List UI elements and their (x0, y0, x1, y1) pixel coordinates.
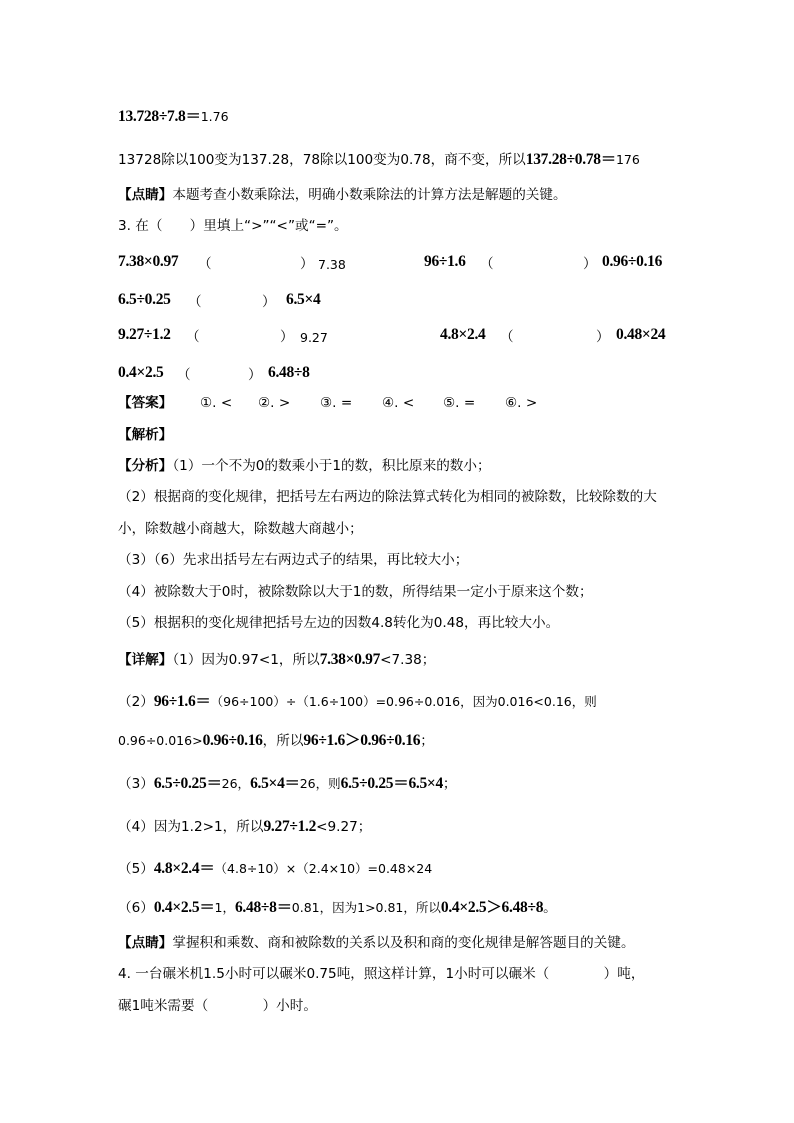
text: （6） (118, 900, 154, 916)
detail-4 (118, 817, 371, 837)
detail-label: 【详解】 (118, 652, 173, 668)
math-expr: 6.5÷0.25＝6.5×4 (340, 775, 443, 792)
tip-text: 掌握积和乘数、商和被除数的关系以及积和商的变化规律是解答题目的关键。 (172, 935, 635, 951)
item-1-close: ） (300, 256, 314, 272)
answer-2: ②. > (258, 395, 291, 411)
text: <7.38； (380, 652, 436, 668)
item-3-right: 6.5×4 (286, 291, 321, 308)
item-5-right: 0.48×24 (616, 326, 666, 343)
text: （1）因为0.97<1，所以 (172, 652, 320, 668)
item-1-open: （ (198, 256, 212, 272)
tip-label: 【点睛】 (118, 187, 173, 203)
item-5-open: （ (500, 329, 514, 345)
text: （1）一个不为0的数乘小于1的数，积比原来的数小； (172, 458, 491, 474)
detail-6 (118, 898, 557, 918)
item-5-left: 4.8×2.4 (440, 326, 486, 343)
math-expr: 6.5×4＝ (250, 775, 300, 792)
analysis-line-1 (118, 456, 491, 476)
question-4-line-1: 4. 一台碾米机1.5小时可以碾米0.75吨，照这样计算，1小时可以碾米（ ）吨， (118, 966, 645, 982)
item-3-left: 6.5÷0.25 (118, 291, 171, 308)
item-2-open: （ (480, 256, 494, 272)
prev-explanation (118, 150, 640, 170)
text: 26，则 (299, 776, 341, 791)
detail-5 (118, 859, 432, 879)
math-expr: 0.4×2.5＝ (153, 899, 215, 916)
math-expr: 137.28÷0.78＝ (525, 151, 616, 168)
result: 1.76 (200, 109, 229, 124)
answer-5: ⑤. = (443, 395, 476, 411)
item-1-right: 7.38 (318, 257, 346, 272)
question-4-line-2: 碾1吨米需要（ ）小时。 (118, 998, 317, 1014)
math-expr: 6.5÷0.25＝ (153, 775, 222, 792)
prev-equation-1 (118, 107, 229, 127)
answer-4: ④. < (382, 395, 415, 411)
text: <9.27； (316, 819, 372, 835)
analysis-line-2: （2）根据商的变化规律，把括号左右两边的除法算式转化为相同的被除数，比较除数的大 (118, 489, 657, 505)
analysis-line-6: （5）根据积的变化规律把括号左边的因数4.8转化为0.48，再比较大小。 (118, 615, 560, 631)
text: （2） (118, 694, 154, 710)
math-expr: 6.48÷8＝ (234, 899, 292, 916)
item-2-right: 0.96÷0.16 (602, 253, 663, 270)
tip-label: 【点睛】 (118, 935, 173, 951)
text: （4）因为1.2>1，所以 (118, 819, 264, 835)
math-expr: 9.27÷1.2 (263, 818, 317, 835)
text: （3） (118, 776, 154, 792)
answer-1: ①. < (200, 395, 233, 411)
math-expr: 0.4×2.5＞6.48÷8 (440, 899, 544, 916)
text: 1， (214, 900, 235, 915)
item-4-close: ） (280, 329, 294, 345)
item-2-close: ） (583, 256, 597, 272)
detail-2 (118, 692, 597, 712)
math-expr: 96÷1.6＞0.96÷0.16 (303, 732, 421, 749)
text: ，所以 (262, 733, 304, 749)
item-5-close: ） (596, 329, 610, 345)
item-4-right: 9.27 (300, 330, 328, 345)
text: （5） (118, 861, 154, 877)
text: 。 (543, 900, 557, 916)
text: （96÷100）÷（1.6÷100）=0.96÷0.016，因为0.016<0.16，则 (210, 694, 597, 709)
result: 176 (615, 152, 640, 167)
answer-label: 【答案】 (118, 395, 173, 411)
item-6-right: 6.48÷8 (268, 364, 310, 381)
detail-1 (118, 650, 435, 670)
text: 26， (221, 776, 251, 791)
answer-6: ⑥. > (505, 395, 538, 411)
analysis-line-3: 小，除数越小商越大，除数越大商越小； (118, 521, 363, 537)
text: 13728除以100变为137.28，78除以100变为0.78，商不变，所以 (118, 152, 526, 168)
item-6-close: ） (248, 367, 262, 383)
math-expr: 96÷1.6＝ (153, 693, 211, 710)
math-expr: 4.8×2.4＝ (153, 860, 215, 877)
item-3-close: ） (262, 294, 276, 310)
text: ； (442, 776, 457, 792)
text: 0.81，因为1>0.81，所以 (291, 900, 441, 915)
analysis-line-5: （4）被除数大于0时，被除数除以大于1的数，所得结果一定小于原来这个数； (118, 584, 593, 600)
q3-tip (118, 933, 635, 953)
fenxi-label: 【分析】 (118, 458, 173, 474)
text: ； (420, 733, 434, 749)
text: （4.8÷10）×（2.4×10）=0.48×24 (214, 861, 433, 876)
math-expr: 13.728÷7.8＝ (118, 108, 201, 125)
analysis-label: 【解析】 (118, 427, 173, 443)
item-4-left: 9.27÷1.2 (118, 326, 171, 343)
answer-3: ③. = (320, 395, 353, 411)
item-4-open: （ (186, 329, 200, 345)
prev-tip (118, 185, 567, 205)
analysis-line-4: （3）（6）先求出括号左右两边式子的结果，再比较大小； (118, 552, 469, 568)
detail-2b (118, 731, 434, 751)
item-2-left: 96÷1.6 (424, 253, 466, 270)
item-6-open: （ (177, 367, 191, 383)
detail-3 (118, 774, 457, 794)
text: 0.96÷0.016> (118, 733, 203, 748)
math-expr: 0.96÷0.16 (202, 732, 263, 749)
item-3-open: （ (188, 294, 202, 310)
item-1-left: 7.38×0.97 (118, 253, 179, 270)
item-6-left: 0.4×2.5 (118, 364, 164, 381)
math-expr: 7.38×0.97 (319, 651, 381, 668)
tip-text: 本题考查小数乘除法，明确小数乘除法的计算方法是解题的关键。 (172, 187, 567, 203)
question-3-title: 3. 在（ ）里填上“>”“<”或“=”。 (118, 218, 348, 234)
